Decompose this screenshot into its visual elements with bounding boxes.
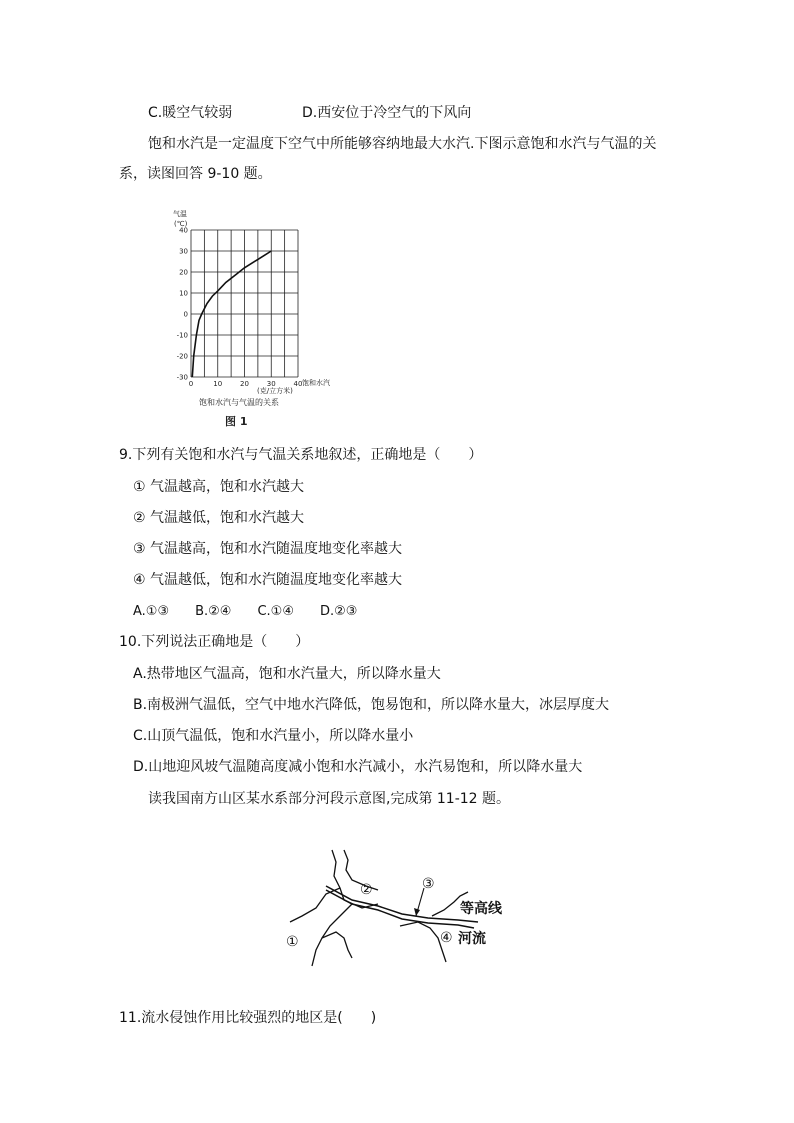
q10-option-a: A.热带地区气温高，饱和水汽量大，所以降水量大: [133, 666, 441, 682]
x-tick-label: 10: [213, 380, 223, 388]
q9-item-1: ① 气温越高，饱和水汽越大: [133, 479, 305, 495]
intro-9-10-line2: 系，读图回答 9-10 题。: [119, 166, 272, 182]
q9-item-4: ④ 气温越低，饱和水汽随温度地变化率越大: [133, 572, 402, 588]
figure-caption: 饱和水汽与气温的关系: [199, 398, 279, 407]
contour-line: [332, 850, 378, 908]
x-tick-label: 30: [266, 380, 276, 388]
q9-stem: 9.下列有关饱和水汽与气温关系地叙述，正确地是（ ）: [119, 447, 483, 463]
q11-stem: 11.流水侵蚀作用比较强烈的地区是( ): [119, 1010, 377, 1026]
q10-option-c: C.山顶气温低，饱和水汽量小，所以降水量小: [133, 728, 414, 744]
x-tick-label: 20: [240, 380, 249, 388]
river-line: [326, 890, 474, 928]
river-line: [326, 886, 478, 922]
river-label: 河流: [458, 931, 486, 947]
q8-option-c: C.暖空气较弱: [148, 105, 233, 121]
y-tick-label: 0: [183, 310, 188, 319]
figure-1-chart: [165, 203, 340, 431]
y-tick-label: 40: [179, 226, 188, 235]
x-tick-label: 40: [293, 380, 303, 388]
q8-option-d: D.西安位于冷空气的下风向: [302, 105, 472, 121]
figure-title: 图 1: [225, 415, 248, 428]
y-tick-label: -10: [176, 331, 188, 340]
q10-option-b: B.南极洲气温低，空气中地水汽降低，饱易饱和，所以降水量大，冰层厚度大: [133, 697, 610, 713]
y-tick-label: -30: [176, 373, 188, 382]
q10-option-d: D.山地迎风坡气温随高度减小饱和水汽减小，水汽易饱和，所以降水量大: [133, 759, 583, 775]
marker-4: ④: [440, 930, 453, 946]
contour-label: 等高线: [460, 901, 502, 917]
q9-item-2: ② 气温越低，饱和水汽越大: [133, 510, 305, 526]
y-tick-label: -20: [176, 352, 188, 361]
marker-1: ①: [286, 934, 299, 950]
y-tick-label: 10: [179, 289, 188, 298]
y-tick-label: 30: [179, 247, 188, 256]
x-tick-label: 0: [188, 380, 194, 388]
y-tick-label: 20: [179, 268, 188, 277]
figure-2-river-map: [282, 846, 512, 970]
pointer-arrow: [414, 908, 420, 916]
q9-options: A.①③ B.②④ C.①④ D.②③: [133, 604, 358, 619]
x-axis-unit: (克/立方米): [257, 387, 293, 395]
y-axis-label: 气温: [173, 210, 187, 218]
marker-3: ③: [422, 876, 435, 892]
contour-line: [312, 932, 352, 966]
y-axis-unit: (℃): [174, 220, 188, 228]
q9-item-3: ③ 气温越高，饱和水汽随温度地变化率越大: [133, 541, 402, 557]
x-axis-label: 饱和水汽: [302, 379, 330, 387]
marker-2: ②: [360, 882, 373, 898]
intro-11-12: 读我国南方山区某水系部分河段示意图,完成第 11-12 题。: [148, 791, 511, 807]
q10-stem: 10.下列说法正确地是（ ）: [119, 634, 310, 650]
intro-9-10-line1: 饱和水汽是一定温度下空气中所能够容纳地最大水汽.下图示意饱和水汽与气温的关: [148, 136, 657, 152]
